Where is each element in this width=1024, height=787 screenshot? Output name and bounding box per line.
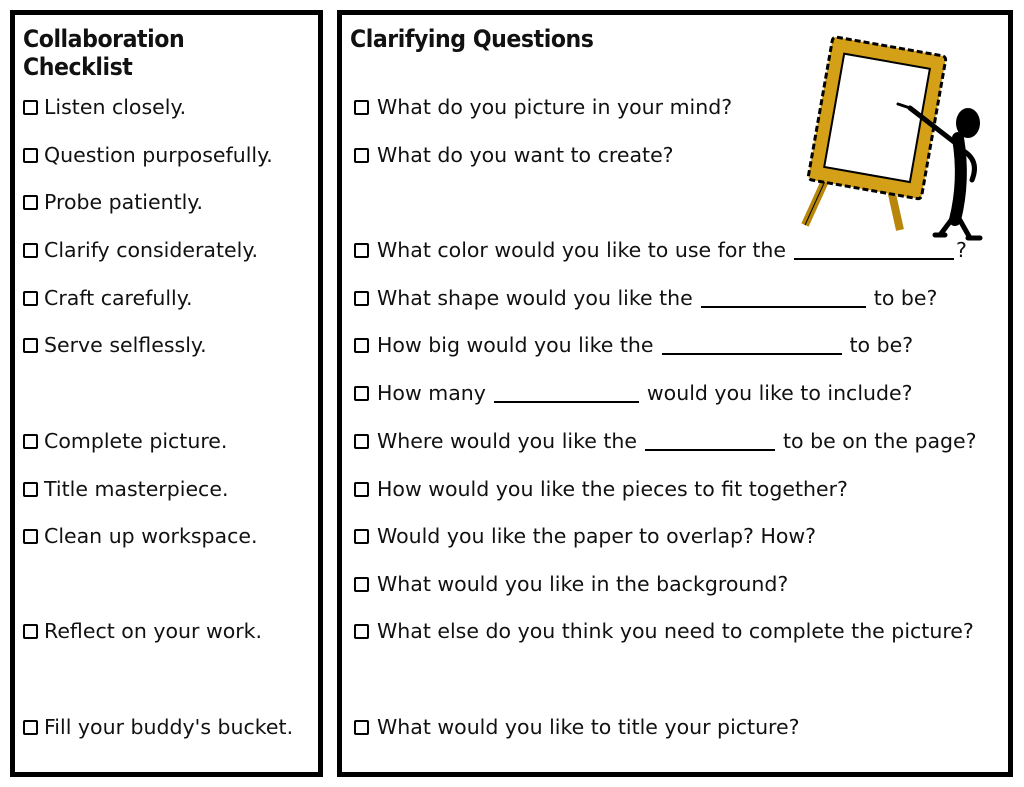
question-text-end: would you like to include? <box>646 381 913 405</box>
checklist-item-label: Title masterpiece. <box>44 477 229 501</box>
question-text: Would you like the paper to overlap? How? <box>377 524 817 548</box>
checkbox-icon[interactable] <box>354 624 369 639</box>
checkbox-icon[interactable] <box>23 195 38 210</box>
checklist-item-label: Clarify considerately. <box>44 238 259 262</box>
checkbox-icon[interactable] <box>23 338 38 353</box>
fill-in-blank[interactable] <box>662 335 842 355</box>
checkbox-icon[interactable] <box>23 148 38 163</box>
question-item <box>354 286 937 310</box>
checklist-item-label: Complete picture. <box>44 429 228 453</box>
question-text: What shape would you like the <box>377 286 693 310</box>
question-text: What else do you think you need to complete the picture? <box>377 619 974 643</box>
checklist-item <box>23 619 262 643</box>
checklist-item <box>23 190 203 214</box>
checklist-item <box>23 95 186 119</box>
checkbox-icon[interactable] <box>354 291 369 306</box>
checklist-item-label: Serve selflessly. <box>44 333 207 357</box>
checklist-item <box>23 238 258 262</box>
clarifying-questions-panel <box>337 10 1013 777</box>
question-text: What do you picture in your mind? <box>377 95 733 119</box>
question-text-end: ? <box>956 238 967 262</box>
question-item <box>354 524 816 548</box>
question-text: How big would you like the <box>377 333 654 357</box>
question-item <box>354 572 788 596</box>
checkbox-icon[interactable] <box>354 338 369 353</box>
checklist-item-label: Reflect on your work. <box>44 619 263 643</box>
question-item <box>354 95 732 119</box>
checkbox-icon[interactable] <box>23 243 38 258</box>
questions-title: Clarifying Questions <box>350 25 594 53</box>
checklist-item-label: Fill your buddy's bucket. <box>44 715 294 739</box>
checklist-item <box>23 715 293 739</box>
checkbox-icon[interactable] <box>354 100 369 115</box>
checklist-item <box>23 524 257 548</box>
fill-in-blank[interactable] <box>701 288 866 308</box>
checklist-item <box>23 333 207 357</box>
checklist-item-label: Craft carefully. <box>44 286 193 310</box>
checkbox-icon[interactable] <box>23 482 38 497</box>
checkbox-icon[interactable] <box>354 720 369 735</box>
question-text-end: to be on the page? <box>783 429 977 453</box>
checkbox-icon[interactable] <box>354 434 369 449</box>
question-text: How many <box>377 381 486 405</box>
easel-stick-figure-icon <box>790 20 1000 245</box>
checkbox-icon[interactable] <box>354 386 369 401</box>
question-text: What do you want to create? <box>377 143 674 167</box>
question-item <box>354 477 848 501</box>
question-text-end: to be? <box>849 333 914 357</box>
checkbox-icon[interactable] <box>354 577 369 592</box>
question-text: Where would you like the <box>377 429 637 453</box>
question-item <box>354 381 913 405</box>
checkbox-icon[interactable] <box>23 100 38 115</box>
checklist-item <box>23 477 228 501</box>
question-text: What would you like in the background? <box>377 572 789 596</box>
fill-in-blank[interactable] <box>794 240 954 260</box>
checklist-title: Collaboration Checklist <box>23 25 185 81</box>
checklist-item <box>23 286 192 310</box>
checkbox-icon[interactable] <box>23 291 38 306</box>
question-item <box>354 429 977 453</box>
fill-in-blank[interactable] <box>645 431 775 451</box>
question-item <box>354 715 800 739</box>
question-item <box>354 619 974 643</box>
fill-in-blank[interactable] <box>494 383 639 403</box>
checklist-item-label: Question purposefully. <box>44 143 273 167</box>
checklist-item <box>23 429 227 453</box>
question-text: How would you like the pieces to fit together? <box>377 477 848 501</box>
checkbox-icon[interactable] <box>354 148 369 163</box>
checkbox-icon[interactable] <box>23 624 38 639</box>
checklist-item <box>23 143 273 167</box>
question-item <box>354 333 913 357</box>
question-text: What would you like to title your picture? <box>377 715 800 739</box>
checkbox-icon[interactable] <box>23 720 38 735</box>
question-text: What color would you like to use for the <box>377 238 786 262</box>
checkbox-icon[interactable] <box>354 482 369 497</box>
checkbox-icon[interactable] <box>23 434 38 449</box>
checklist-item-label: Clean up workspace. <box>44 524 258 548</box>
question-item <box>354 143 674 167</box>
checkbox-icon[interactable] <box>354 243 369 258</box>
checkbox-icon[interactable] <box>23 529 38 544</box>
question-text-end: to be? <box>873 286 938 310</box>
checklist-item-label: Listen closely. <box>44 95 187 119</box>
question-item <box>354 238 967 262</box>
checklist-item-label: Probe patiently. <box>44 190 204 214</box>
collaboration-checklist-panel <box>10 10 323 777</box>
checkbox-icon[interactable] <box>354 529 369 544</box>
